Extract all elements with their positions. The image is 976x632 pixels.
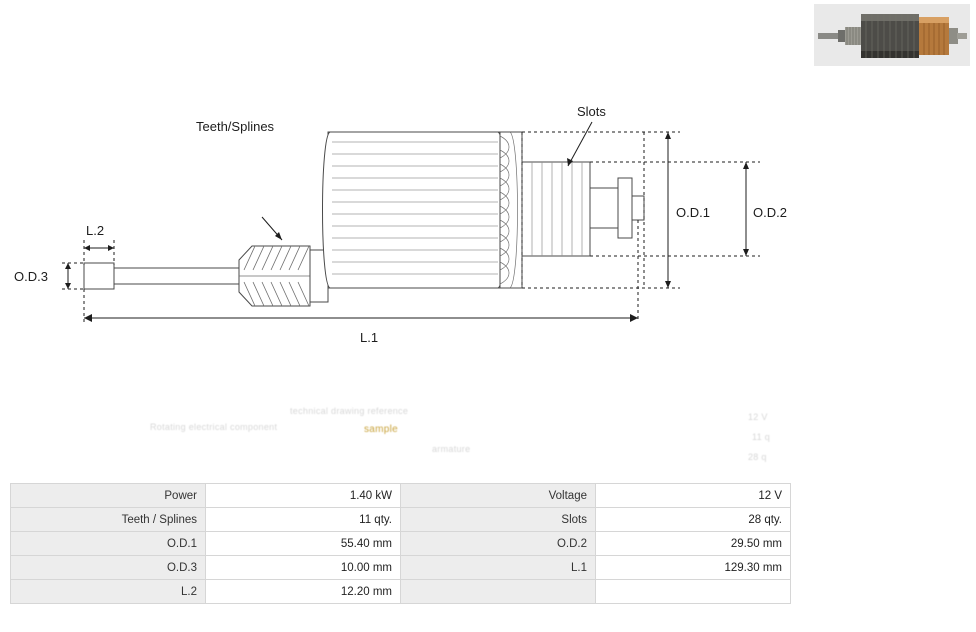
dimension-label-od2: O.D.2 [753,205,787,220]
armature-thumbnail-image [814,4,970,66]
spec-value: 29.50 mm [596,532,791,556]
spec-value: 12 V [596,484,791,508]
dimension-label-l2: L.2 [86,223,105,238]
spec-value: 1.40 kW [206,484,401,508]
spec-value-empty [596,580,791,604]
spec-value: 12.20 mm [206,580,401,604]
spec-value: 11 qty. [206,508,401,532]
spec-label: L.2 [11,580,206,604]
table-row [11,532,791,556]
faint-text-center-gold: sample [364,424,399,435]
specifications-table [10,483,791,604]
faint-text-left: Rotating electrical component [150,422,278,432]
spec-label: Power [11,484,206,508]
callout-label-teeth-splines: Teeth/Splines [196,119,275,134]
spec-label: Slots [401,508,596,532]
faint-text-center-blur: armature [432,444,471,454]
dimension-label-l1: L.1 [360,330,379,345]
spec-label-empty [401,580,596,604]
faint-overlay-text [0,390,976,480]
faint-text-center-small: technical drawing reference [290,406,409,416]
armature-technical-drawing [0,70,976,360]
faint-text-right-2: 11 q [752,432,771,442]
spec-label: Teeth / Splines [11,508,206,532]
spec-label: O.D.2 [401,532,596,556]
table-row [11,508,791,532]
callout-label-slots: Slots [577,104,606,119]
spec-label: L.1 [401,556,596,580]
table-row [11,556,791,580]
table-row [11,580,791,604]
armature-thumbnail[interactable] [814,4,970,66]
spec-value: 10.00 mm [206,556,401,580]
spec-value: 55.40 mm [206,532,401,556]
spec-label: O.D.3 [11,556,206,580]
dimension-label-od1: O.D.1 [676,205,710,220]
spec-label: Voltage [401,484,596,508]
dimension-label-od3: O.D.3 [14,269,48,284]
spec-label: O.D.1 [11,532,206,556]
table-row [11,484,791,508]
spec-value: 28 qty. [596,508,791,532]
faint-text-right-3: 28 q [748,452,767,462]
spec-value: 129.30 mm [596,556,791,580]
faint-text-right-1: 12 V [748,412,768,422]
